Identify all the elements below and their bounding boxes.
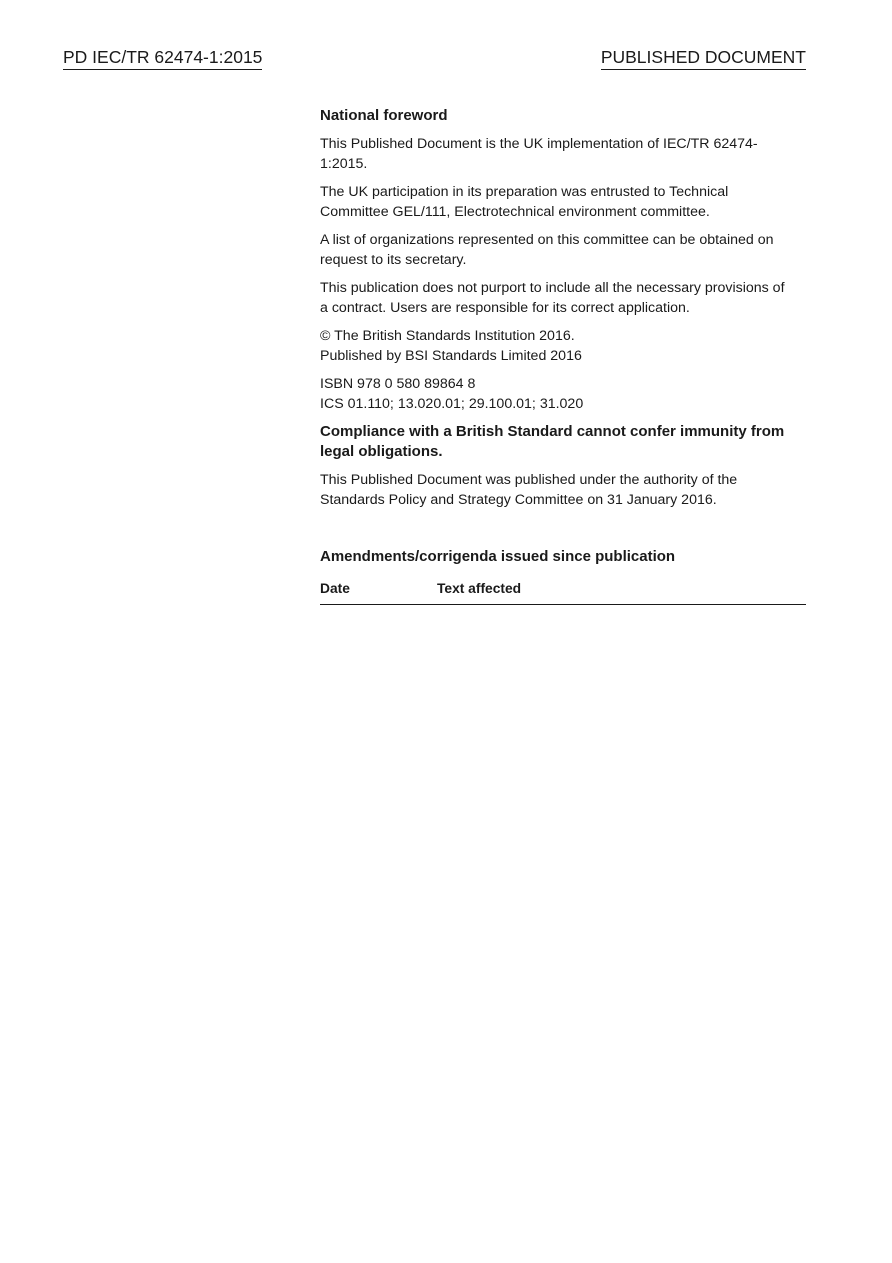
compliance-statement [320, 422, 806, 462]
implementation-line: 1:2015. [320, 156, 368, 172]
implementation-paragraph [320, 134, 806, 174]
provisions-line: a contract. Users are responsible for its correct application. [320, 300, 690, 316]
compliance-line: Compliance with a British Standard cannot confer immunity from [320, 423, 785, 440]
isbn-number: ISBN 978 0 580 89864 8 [320, 376, 476, 392]
compliance-line: legal obligations. [320, 443, 443, 460]
participation-line: Committee GEL/111, Electrotechnical environment committee. [320, 204, 710, 220]
text-affected-column-header: Text affected [437, 581, 522, 596]
copyright-paragraph [320, 326, 806, 366]
provisions-paragraph [320, 278, 806, 318]
implementation-line: This Published Document is the UK implementation of IEC/TR 62474- [320, 136, 758, 152]
foreword-heading: National foreword [320, 107, 448, 124]
provisions-line: This publication does not purport to include all the necessary provisions of [320, 280, 785, 296]
ics-codes: ICS 01.110; 13.020.01; 29.100.01; 31.020 [320, 396, 584, 412]
document-id: PD IEC/TR 62474-1:2015 [63, 46, 262, 70]
participation-paragraph [320, 182, 806, 222]
organizations-line: A list of organizations represented on this committee can be obtained on [320, 232, 774, 248]
participation-line: The UK participation in its preparation was entrusted to Technical [320, 184, 729, 200]
national-foreword-section [320, 106, 806, 605]
document-type: PUBLISHED DOCUMENT [601, 46, 806, 70]
amendments-heading: Amendments/corrigenda issued since publication [320, 548, 676, 565]
date-column-header: Date [320, 581, 350, 596]
classification-paragraph [320, 374, 806, 414]
authority-paragraph [320, 470, 806, 510]
organizations-line: request to its secretary. [320, 252, 467, 268]
amendments-table-header [320, 579, 806, 605]
authority-line: Standards Policy and Strategy Committee on 31 January 2016. [320, 492, 717, 508]
authority-line: This Published Document was published under the authority of the [320, 472, 738, 488]
publisher-notice: Published by BSI Standards Limited 2016 [320, 348, 582, 364]
organizations-paragraph [320, 230, 806, 270]
copyright-notice: © The British Standards Institution 2016. [320, 328, 575, 344]
